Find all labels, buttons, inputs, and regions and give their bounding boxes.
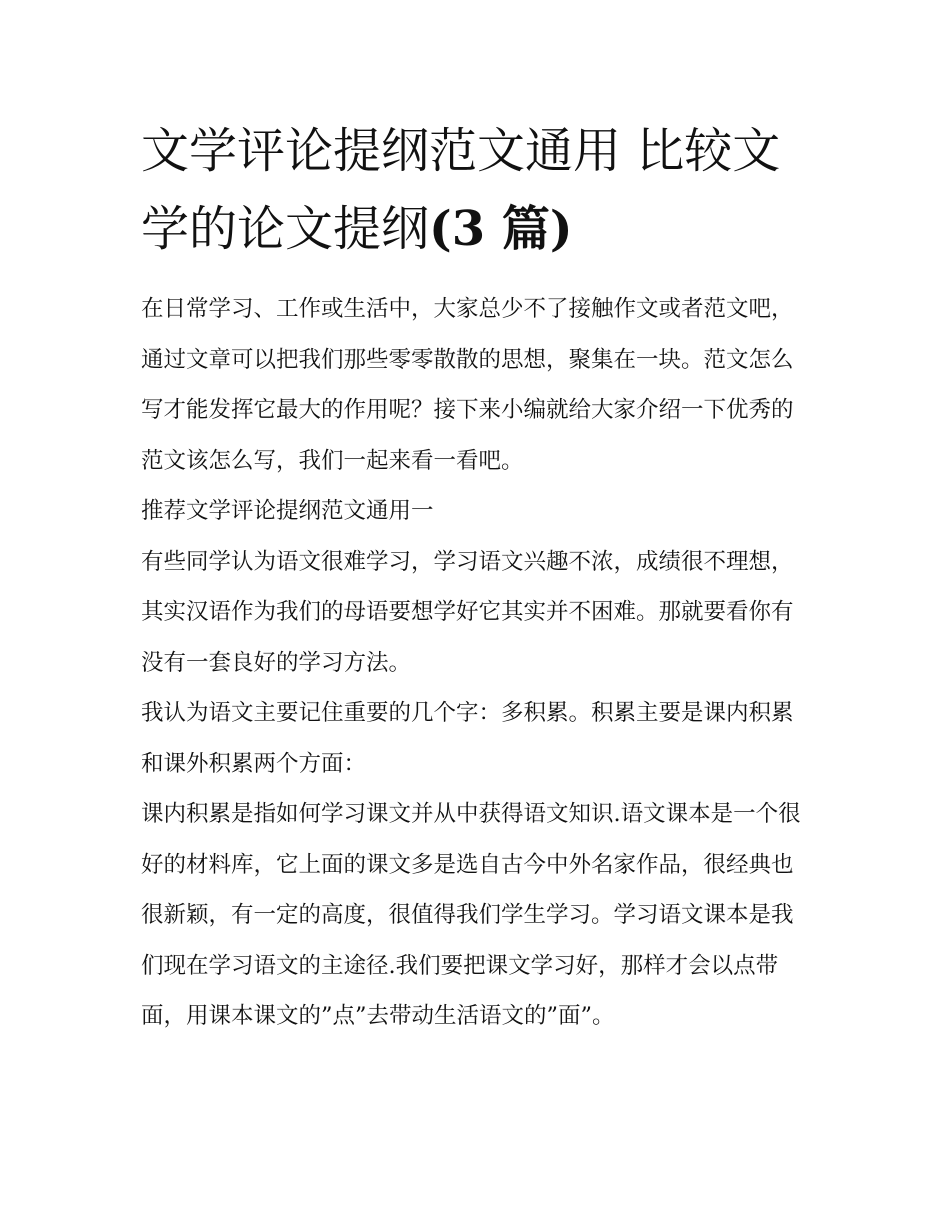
section-heading: 推荐文学评论提纲范文通用一 bbox=[141, 498, 434, 524]
document-title-suffix: (3 篇) bbox=[429, 201, 573, 257]
paragraph: 我认为语文主要记住重要的几个字：多积累。积累主要是课内积累和课外积累两个方面： bbox=[141, 700, 794, 777]
paragraph: 有些同学认为语文很难学习，学习语文兴趣不浓，成绩很不理想，其实汉语作为我们的母语要想学好它其实并不困难。那就要看你有没有一套良好的学习方法。 bbox=[141, 548, 794, 676]
document-body bbox=[141, 284, 813, 1042]
paragraph: 课内积累是指如何学习课文并从中获得语文知识.语文课本是一个很好的材料库，它上面的课文多是选自古今中外名家作品，很经典也很新颖，有一定的高度，很值得我们学生学习。学习语文课本是我们现在学习语文的主途径.我们要把课文学习好，那样才会以点带面，用课本课文的”点”去带动生活语文的”面”。 bbox=[141, 801, 801, 1029]
document-content bbox=[141, 112, 813, 1042]
paragraph-intro: 在日常学习、工作或生活中，大家总少不了接触作文或者范文吧，通过文章可以把我们那些零零散散的思想，聚集在一块。范文怎么写才能发挥它最大的作用呢？接下来小编就给大家介绍一下优秀的范文该怎么写，我们一起来看一看吧。 bbox=[141, 296, 794, 474]
document-title bbox=[141, 112, 813, 268]
document-title-main: 文学评论提纲范文通用 比较文学的论文提纲 bbox=[141, 123, 781, 257]
